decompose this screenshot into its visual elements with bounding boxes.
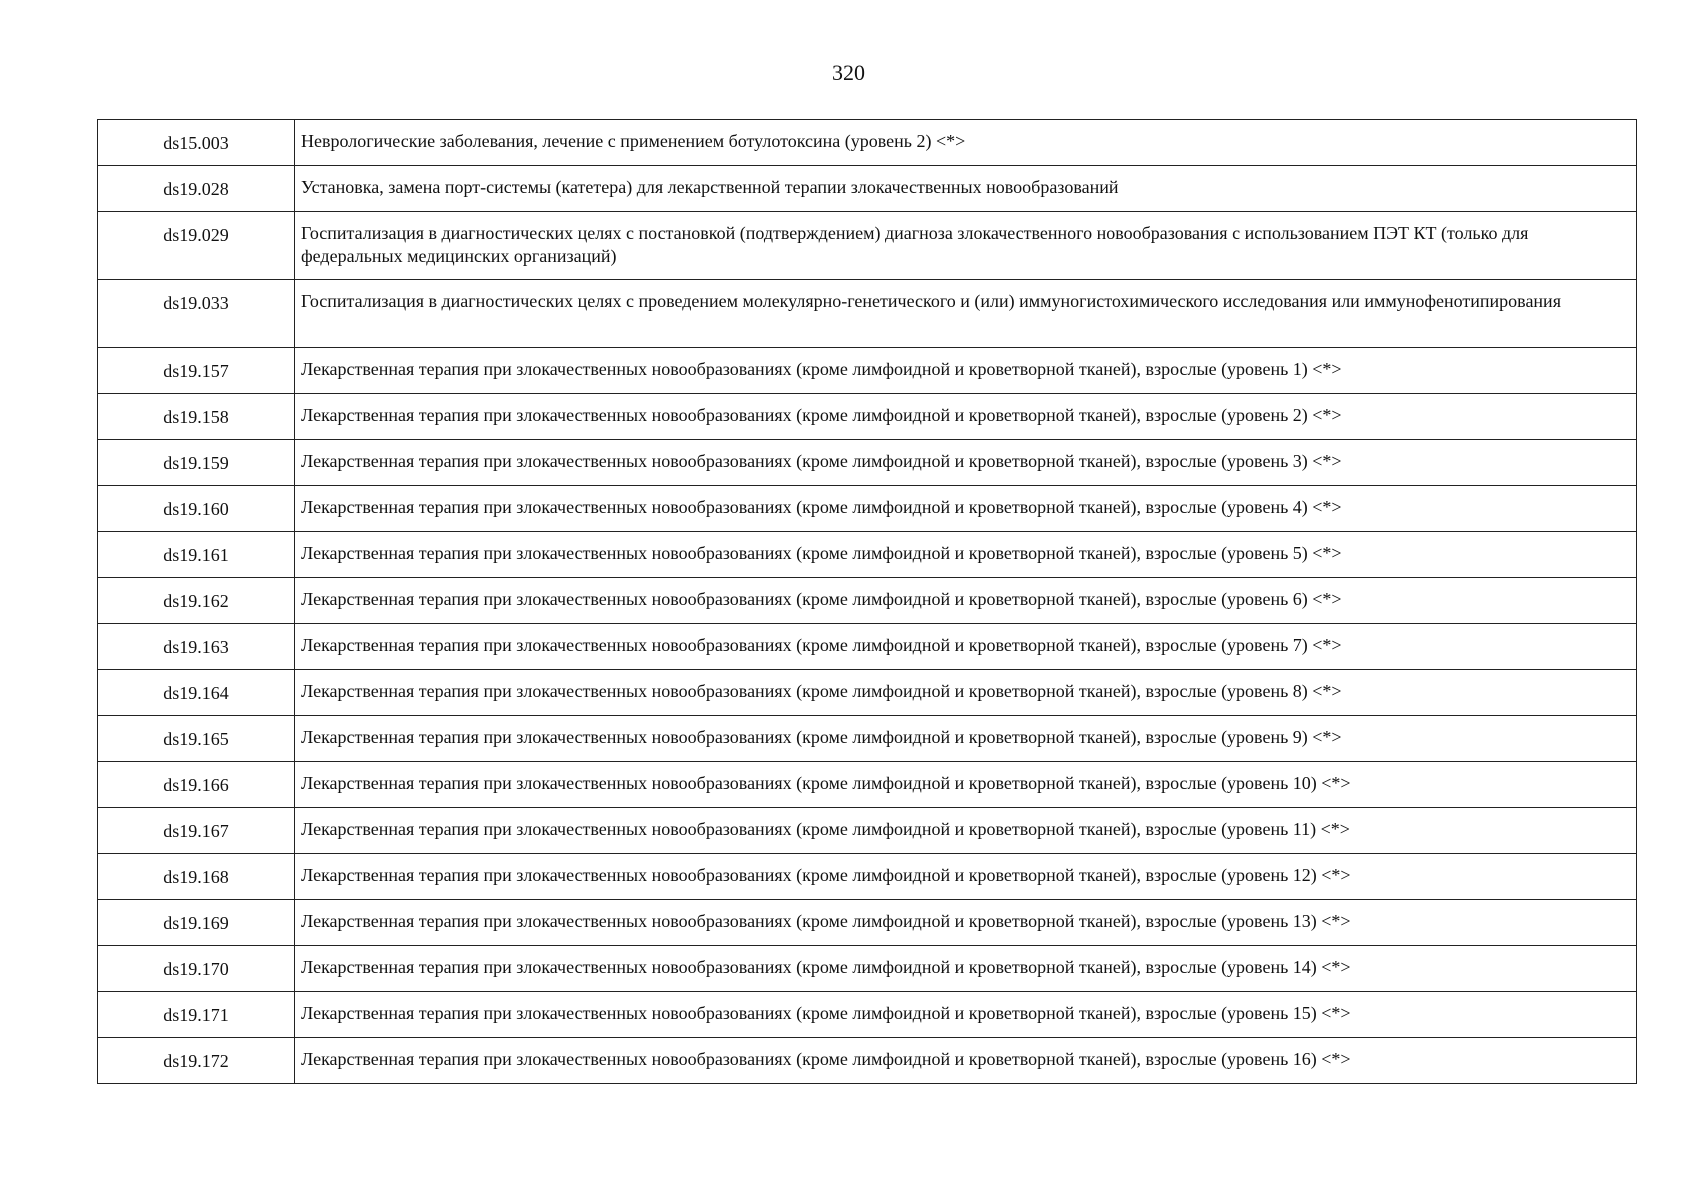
row-description: Госпитализация в диагностических целях с проведением молекулярно-генетического и (или) иммуногистохимического исследования или иммунофенотипирования: [295, 280, 1637, 348]
row-description: Лекарственная терапия при злокачественных новообразованиях (кроме лимфоидной и кроветворной тканей), взрослые (уровень 13) <*>: [295, 900, 1637, 946]
row-description: Лекарственная терапия при злокачественных новообразованиях (кроме лимфоидной и кроветворной тканей), взрослые (уровень 3) <*>: [295, 440, 1637, 486]
table-row: [98, 532, 1637, 578]
row-code: ds19.172: [98, 1038, 295, 1084]
row-code: ds19.164: [98, 670, 295, 716]
row-code: ds19.033: [98, 280, 295, 348]
row-description: Госпитализация в диагностических целях с постановкой (подтверждением) диагноза злокачественного новообразования с использованием ПЭТ КТ (только для федеральных медицинских организаций): [295, 212, 1637, 280]
row-code: ds19.159: [98, 440, 295, 486]
row-code: ds19.171: [98, 992, 295, 1038]
table-row: [98, 212, 1637, 280]
table-row: [98, 946, 1637, 992]
row-code: ds19.029: [98, 212, 295, 280]
row-description: Лекарственная терапия при злокачественных новообразованиях (кроме лимфоидной и кроветворной тканей), взрослые (уровень 10) <*>: [295, 762, 1637, 808]
row-code: ds19.169: [98, 900, 295, 946]
row-code: ds19.158: [98, 394, 295, 440]
table-row: [98, 440, 1637, 486]
row-description: Установка, замена порт-системы (катетера) для лекарственной терапии злокачественных новообразований: [295, 166, 1637, 212]
row-description: Лекарственная терапия при злокачественных новообразованиях (кроме лимфоидной и кроветворной тканей), взрослые (уровень 1) <*>: [295, 348, 1637, 394]
row-code: ds19.168: [98, 854, 295, 900]
table-row: [98, 166, 1637, 212]
row-code: ds19.161: [98, 532, 295, 578]
table-row: [98, 624, 1637, 670]
table-row: [98, 348, 1637, 394]
table-row: [98, 280, 1637, 348]
table-row: [98, 808, 1637, 854]
row-description: Лекарственная терапия при злокачественных новообразованиях (кроме лимфоидной и кроветворной тканей), взрослые (уровень 7) <*>: [295, 624, 1637, 670]
table-row: [98, 486, 1637, 532]
table-row: [98, 670, 1637, 716]
row-code: ds19.170: [98, 946, 295, 992]
table-row: [98, 716, 1637, 762]
row-code: ds19.163: [98, 624, 295, 670]
table-row: [98, 854, 1637, 900]
row-description: Лекарственная терапия при злокачественных новообразованиях (кроме лимфоидной и кроветворной тканей), взрослые (уровень 2) <*>: [295, 394, 1637, 440]
row-description: Лекарственная терапия при злокачественных новообразованиях (кроме лимфоидной и кроветворной тканей), взрослые (уровень 8) <*>: [295, 670, 1637, 716]
row-description: Лекарственная терапия при злокачественных новообразованиях (кроме лимфоидной и кроветворной тканей), взрослые (уровень 16) <*>: [295, 1038, 1637, 1084]
row-description: Лекарственная терапия при злокачественных новообразованиях (кроме лимфоидной и кроветворной тканей), взрослые (уровень 14) <*>: [295, 946, 1637, 992]
row-code: ds19.157: [98, 348, 295, 394]
table-row: [98, 120, 1637, 166]
row-description: Лекарственная терапия при злокачественных новообразованиях (кроме лимфоидной и кроветворной тканей), взрослые (уровень 6) <*>: [295, 578, 1637, 624]
row-code: ds19.166: [98, 762, 295, 808]
row-description: Лекарственная терапия при злокачественных новообразованиях (кроме лимфоидной и кроветворной тканей), взрослые (уровень 9) <*>: [295, 716, 1637, 762]
table-row: [98, 394, 1637, 440]
table-row: [98, 992, 1637, 1038]
table-row: [98, 578, 1637, 624]
table-row: [98, 900, 1637, 946]
tariff-table: [97, 119, 1637, 1084]
page-number: 320: [832, 60, 865, 85]
row-description: Лекарственная терапия при злокачественных новообразованиях (кроме лимфоидной и кроветворной тканей), взрослые (уровень 11) <*>: [295, 808, 1637, 854]
row-code: ds19.028: [98, 166, 295, 212]
row-description: Лекарственная терапия при злокачественных новообразованиях (кроме лимфоидной и кроветворной тканей), взрослые (уровень 5) <*>: [295, 532, 1637, 578]
row-code: ds15.003: [98, 120, 295, 166]
row-description: Неврологические заболевания, лечение с применением ботулотоксина (уровень 2) <*>: [295, 120, 1637, 166]
row-code: ds19.167: [98, 808, 295, 854]
table-row: [98, 1038, 1637, 1084]
row-code: ds19.160: [98, 486, 295, 532]
row-description: Лекарственная терапия при злокачественных новообразованиях (кроме лимфоидной и кроветворной тканей), взрослые (уровень 12) <*>: [295, 854, 1637, 900]
row-description: Лекарственная терапия при злокачественных новообразованиях (кроме лимфоидной и кроветворной тканей), взрослые (уровень 15) <*>: [295, 992, 1637, 1038]
row-code: ds19.162: [98, 578, 295, 624]
row-description: Лекарственная терапия при злокачественных новообразованиях (кроме лимфоидной и кроветворной тканей), взрослые (уровень 4) <*>: [295, 486, 1637, 532]
row-code: ds19.165: [98, 716, 295, 762]
table-row: [98, 762, 1637, 808]
